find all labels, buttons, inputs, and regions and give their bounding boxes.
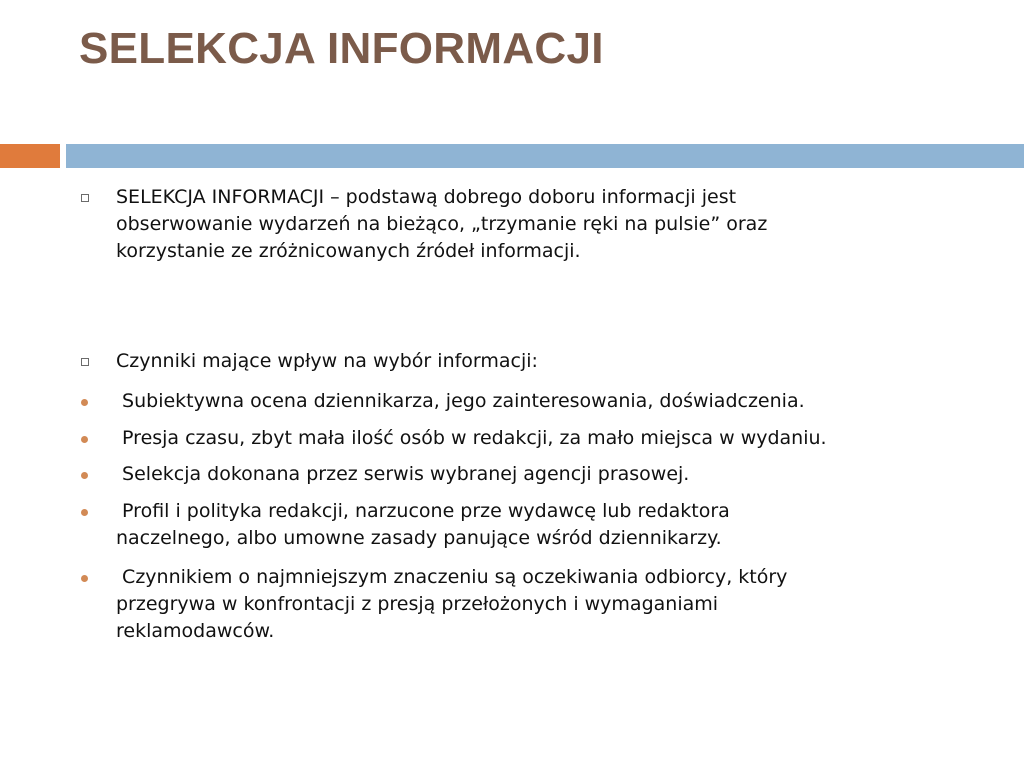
dot-bullet-icon	[81, 436, 88, 443]
dot-bullet-icon	[81, 399, 88, 406]
paragraph-text: Czynniki mające wpływ na wybór informacji:	[116, 350, 538, 372]
list-item-text: Subiektywna ocena dziennikarza, jego zainteresowania, doświadczenia.	[116, 390, 805, 412]
dot-bullet-icon	[81, 509, 88, 516]
slide-title: SELEKCJA INFORMACJI	[79, 24, 604, 73]
accent-bar-left	[0, 144, 60, 168]
square-bullet-icon	[81, 194, 89, 202]
square-bullet-icon	[81, 358, 89, 366]
list-item-text: Profil i polityka redakcji, narzucone prze wydawcę lub redaktora naczelnego, albo umowne zasady panujące wśród dziennikarzy.	[116, 500, 730, 549]
list-item-text: Selekcja dokonana przez serwis wybranej agencji prasowej.	[116, 463, 690, 485]
list-item-text: Presja czasu, zbyt mała ilość osób w redakcji, za mało miejsca w wydaniu.	[116, 427, 827, 449]
list-item-text: Czynnikiem o najmniejszym znaczeniu są oczekiwania odbiorcy, który przegrywa w konfrontacji z presją przełożonych i wymaganiami reklamodawców.	[116, 566, 788, 642]
dot-bullet-icon	[81, 575, 88, 582]
paragraph-text: SELEKCJA INFORMACJI – podstawą dobrego doboru informacji jest obserwowanie wydarzeń na bieżąco, „trzymanie ręki na pulsie” oraz korzystanie ze zróżnicowanych źródeł informacji.	[116, 186, 768, 262]
dot-bullet-icon	[81, 472, 88, 479]
accent-bar	[66, 144, 1024, 168]
